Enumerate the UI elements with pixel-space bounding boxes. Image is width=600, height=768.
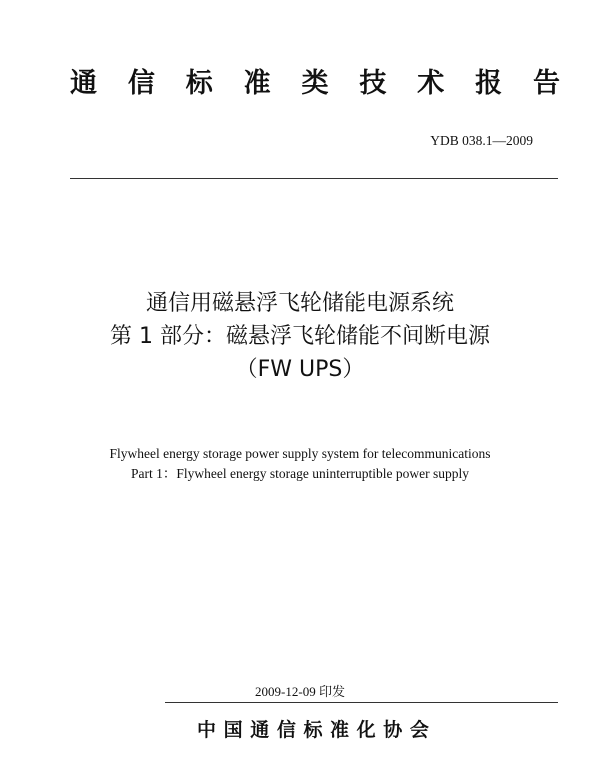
title-line-1: 通信用磁悬浮飞轮储能电源系统 xyxy=(145,291,454,316)
publisher-char: 化 xyxy=(356,719,376,741)
publisher xyxy=(197,721,429,740)
series-title-char: 类 xyxy=(301,68,329,99)
series-title-char: 报 xyxy=(475,68,503,99)
title-line-2: 第 1 部分：磁悬浮飞轮储能不间断电源 xyxy=(110,324,490,349)
publisher-char: 中 xyxy=(197,719,217,741)
english-title xyxy=(0,444,600,484)
series-title-char: 告 xyxy=(533,68,560,99)
series-title-char: 技 xyxy=(359,68,387,99)
publisher-char: 会 xyxy=(409,719,429,741)
publisher-char: 通 xyxy=(250,719,270,741)
print-date: 2009-12-09 印发 xyxy=(255,684,345,699)
publisher-char: 协 xyxy=(383,719,403,741)
series-title-char: 标 xyxy=(185,68,213,99)
series-title-char: 准 xyxy=(243,68,271,99)
series-title-char: 信 xyxy=(127,68,155,99)
document-title xyxy=(0,287,600,386)
title-line-3: （FW UPS） xyxy=(235,357,365,382)
series-title-char: 术 xyxy=(417,68,445,99)
publisher-char: 准 xyxy=(330,719,350,741)
bottom-divider xyxy=(165,702,558,703)
publisher-char: 信 xyxy=(276,719,296,741)
top-divider xyxy=(70,178,558,179)
standard-number: YDB 038.1—2009 xyxy=(430,133,533,148)
publisher-char: 国 xyxy=(223,719,243,741)
series-title xyxy=(70,70,560,97)
english-title-line-1: Flywheel energy storage power supply system for telecommunications xyxy=(109,446,491,461)
english-title-line-2: Part 1：Flywheel energy storage uninterruptible power supply xyxy=(131,466,469,481)
series-title-char: 通 xyxy=(70,68,97,99)
publisher-char: 标 xyxy=(303,719,323,741)
